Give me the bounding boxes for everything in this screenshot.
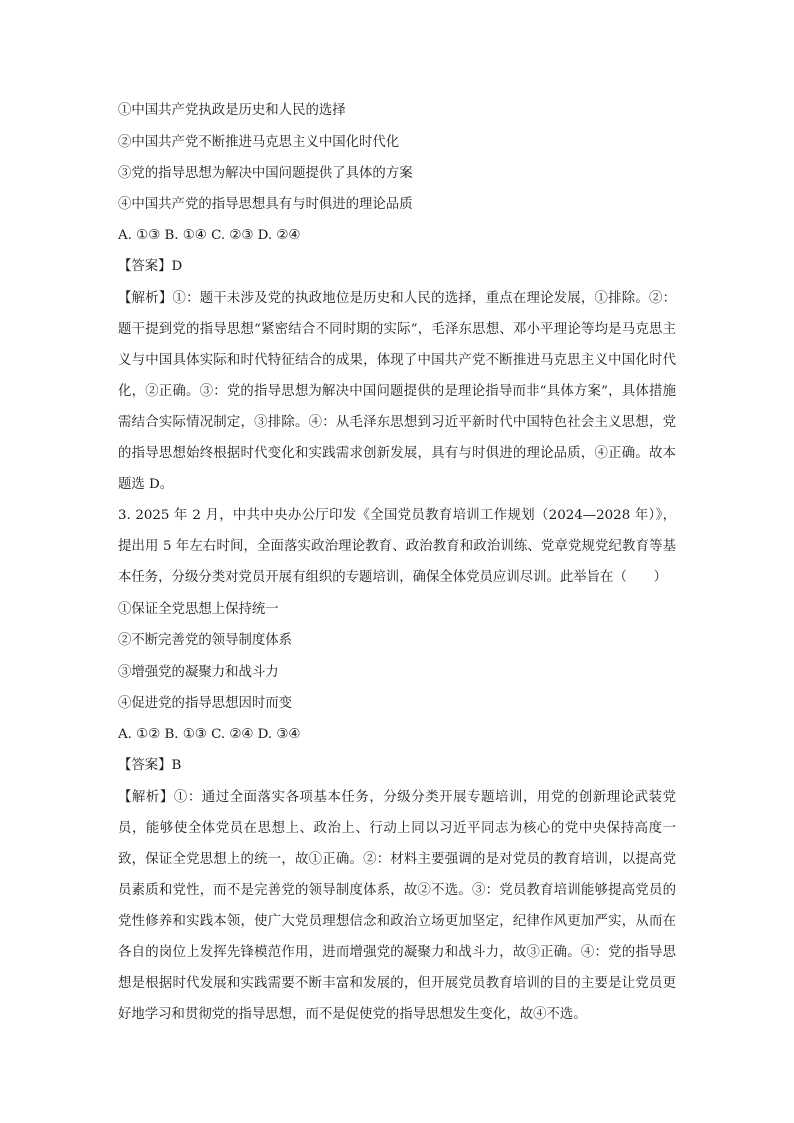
q3-answer: 【答案】B <box>118 758 182 773</box>
q2-choices: A. ①③ B. ①④ C. ②③ D. ②④ <box>118 228 301 243</box>
q3-analysis: 【解析】①：通过全面落实各项基本任务，分级分类开展专题培训，用党的创新理论武装党员，能够使全体党员在思想上、政治上、行动上同以习近平同志为核心的党中央保持高度一致，保证全党思想上的统一，故①正确。②：材料主要强调的是对党员的教育培训，以提高党员素质和党性，而不是完善党的领导制度体系，故②不选。③：党员教育培训能够提高党员的党性修养和实践本领，使广大党员理想信念和政治立场更加坚定，纪律作风更加严实，从而在各自的岗位上发挥先锋模范作用，进而增强党的凝聚力和战斗力，故③正确。④：党的指导思想是根据时代发展和实践需要不断丰富和发展的，但开展党员教育培训的目的主要是让党员更好地学习和贯彻党的指导思想，而不是促使党的指导思想发生变化，故④不选。 <box>118 790 676 1022</box>
q2-option-2: ②中国共产党不断推进马克思主义中国化时代化 <box>118 135 400 150</box>
q2-analysis: 【解析】①：题干未涉及党的执政地位是历史和人民的选择，重点在理论发展，①排除。②：题干提到党的指导思想“紧密结合不同时期的实际”，毛泽东思想、邓小平理论等均是马克思主义与中国具体实际和时代特征结合的成果，体现了中国共产党不断推进马克思主义中国化时代化，②正确。③：党的指导思想为解决中国问题提供的是理论指导而非“具体方案”，具体措施需结合实际情况制定，③排除。④：从毛泽东思想到习近平新时代中国特色社会主义思想，党的指导思想始终根据时代变化和实践需求创新发展，具有与时俱进的理论品质，④正确。故本题选 D。 <box>118 291 676 492</box>
q3-option-3: ③增强党的凝聚力和战斗力 <box>118 665 279 680</box>
q3-option-4: ④促进党的指导思想因时而变 <box>118 696 293 711</box>
q2-answer: 【答案】D <box>118 259 183 274</box>
q3-stem: 3. 2025 年 2 月，中共中央办公厅印发《全国党员教育培训工作规划（2024—2028 年）》，提出用 5 年左右时间，全面落实政治理论教育、政治教育和政治训练、党章党规党纪教育等基本任务，分级分类对党员开展有组织的专题培训，确保全体党员应训尽训。此举旨在（ ） <box>118 508 676 585</box>
q2-option-1: ①中国共产党执政是历史和人民的选择 <box>118 103 346 118</box>
q3-option-2: ②不断完善党的领导制度体系 <box>118 633 293 648</box>
q2-option-3: ③党的指导思想为解决中国问题提供了具体的方案 <box>118 166 413 181</box>
q2-option-4: ④中国共产党的指导思想具有与时俱进的理论品质 <box>118 197 413 212</box>
q3-choices: A. ①② B. ①③ C. ②④ D. ③④ <box>118 727 301 742</box>
q3-option-1: ①保证全党思想上保持统一 <box>118 602 279 617</box>
